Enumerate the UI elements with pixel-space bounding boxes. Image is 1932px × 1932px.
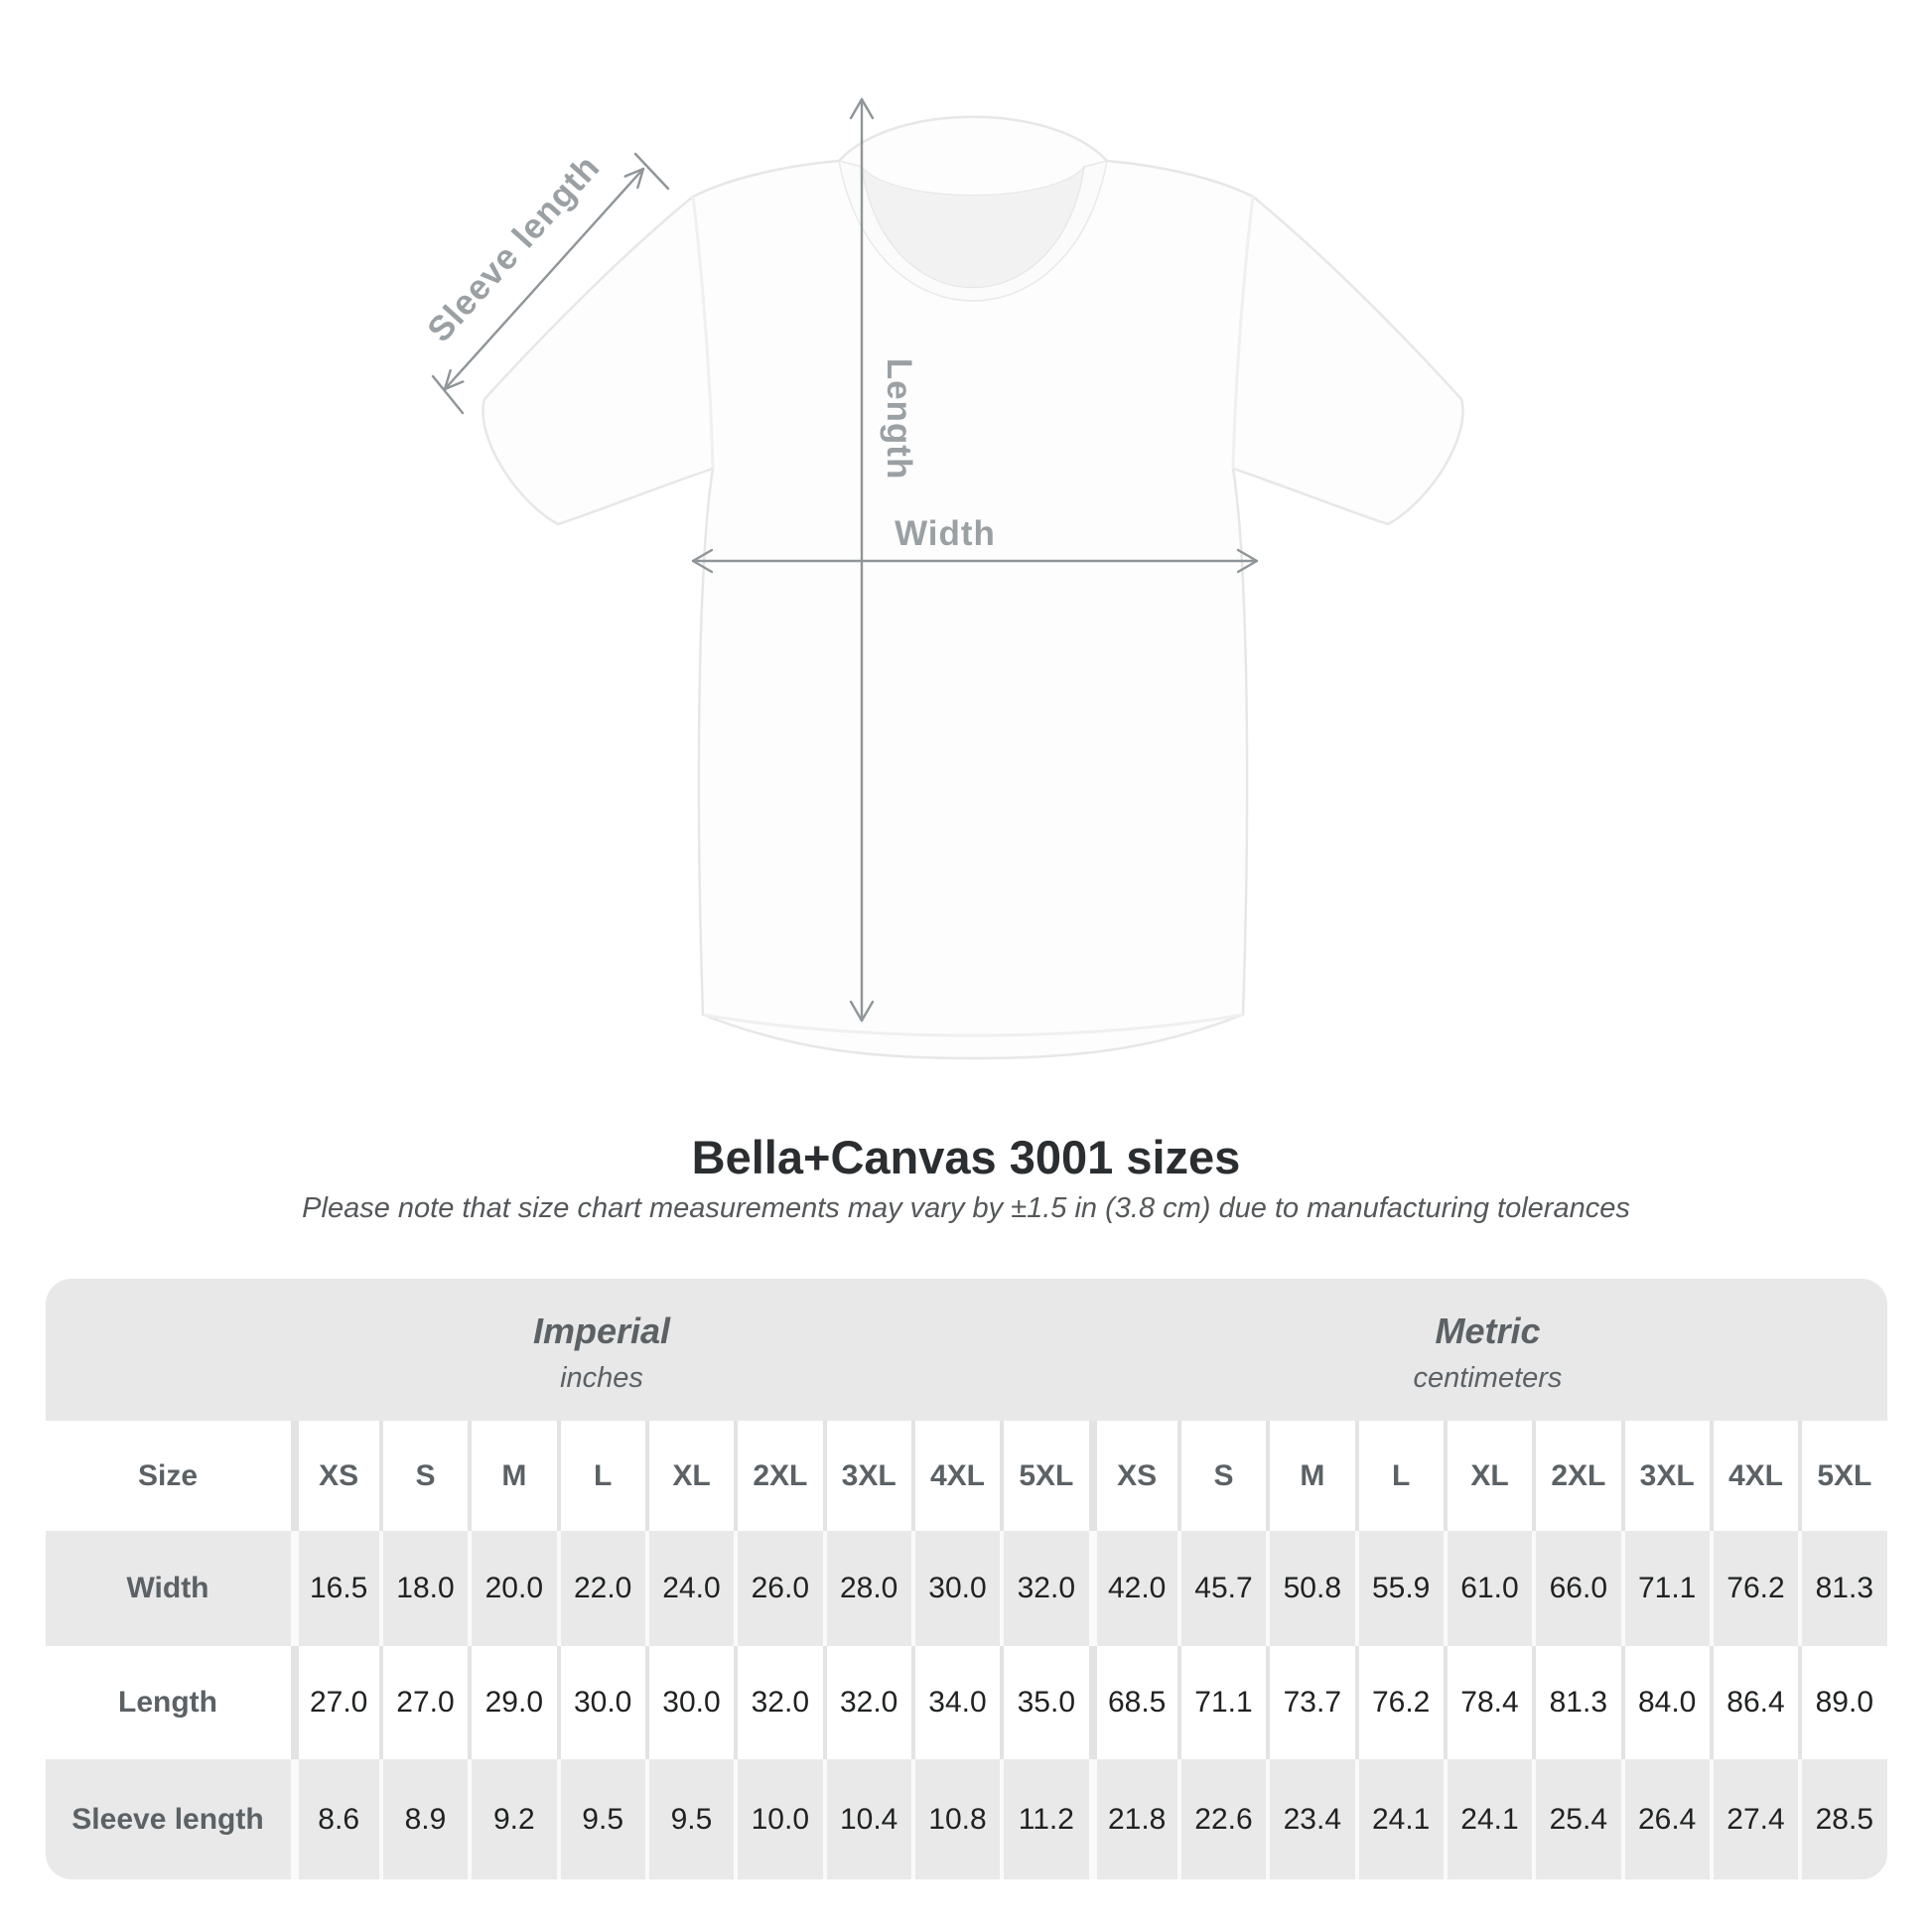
- table-cell: 29.0: [468, 1646, 556, 1759]
- table-cell: 27.0: [379, 1646, 468, 1759]
- table-cell: 42.0: [1089, 1531, 1177, 1646]
- table-cell: 30.0: [911, 1531, 1000, 1646]
- table-cell: 26.0: [734, 1531, 822, 1646]
- size-col-header: S: [1177, 1421, 1266, 1531]
- table-cell: 32.0: [734, 1646, 822, 1759]
- tshirt-illustration: [483, 117, 1463, 1058]
- table-cell: 26.4: [1621, 1759, 1710, 1879]
- table-cell: 9.5: [645, 1759, 734, 1879]
- size-col-header: XS: [291, 1421, 379, 1531]
- table-cell: 8.9: [379, 1759, 468, 1879]
- size-col-header: L: [557, 1421, 645, 1531]
- table-cell: 73.7: [1266, 1646, 1354, 1759]
- size-col-header: XL: [1444, 1421, 1532, 1531]
- table-cell: 11.2: [1000, 1759, 1088, 1879]
- table-cell: 24.0: [645, 1531, 734, 1646]
- row-label: Sleeve length: [46, 1759, 291, 1879]
- section-label: Metric: [1435, 1311, 1541, 1351]
- size-col-header: 4XL: [911, 1421, 1000, 1531]
- size-col-header: L: [1355, 1421, 1444, 1531]
- table-cell: 78.4: [1444, 1646, 1532, 1759]
- table-cell: 35.0: [1000, 1646, 1088, 1759]
- table-cell: 10.0: [734, 1759, 822, 1879]
- table-cell: 30.0: [645, 1646, 734, 1759]
- size-col-header: M: [1266, 1421, 1354, 1531]
- table-cell: 8.6: [291, 1759, 379, 1879]
- size-col-header: S: [379, 1421, 468, 1531]
- size-col-header: XL: [645, 1421, 734, 1531]
- size-col-header: 2XL: [734, 1421, 822, 1531]
- section-units: centimeters: [1413, 1362, 1563, 1394]
- table-cell: 10.8: [911, 1759, 1000, 1879]
- size-col-header: XS: [1089, 1421, 1177, 1531]
- width-label: Width: [895, 514, 996, 553]
- table-cell: 23.4: [1266, 1759, 1354, 1879]
- table-cell: 18.0: [379, 1531, 468, 1646]
- table-cell: 76.2: [1710, 1531, 1798, 1646]
- table-cell: 32.0: [823, 1646, 911, 1759]
- table-cell: 50.8: [1266, 1531, 1354, 1646]
- size-corner-header: Size: [46, 1421, 291, 1531]
- size-col-header: M: [468, 1421, 556, 1531]
- table-cell: 20.0: [468, 1531, 556, 1646]
- size-col-header: 2XL: [1532, 1421, 1620, 1531]
- page-title: Bella+Canvas 3001 sizes: [691, 1131, 1241, 1183]
- table-cell: 21.8: [1089, 1759, 1177, 1879]
- table-cell: 22.0: [557, 1531, 645, 1646]
- sleeve-length-label: Sleeve length: [420, 147, 608, 350]
- row-label: Width: [46, 1531, 291, 1646]
- section-label: Imperial: [532, 1311, 671, 1351]
- size-col-header: 4XL: [1710, 1421, 1798, 1531]
- table-cell: 9.5: [557, 1759, 645, 1879]
- table-cell: 71.1: [1177, 1646, 1266, 1759]
- table-cell: 81.3: [1798, 1531, 1886, 1646]
- table-cell: 45.7: [1177, 1531, 1266, 1646]
- table-cell: 71.1: [1621, 1531, 1710, 1646]
- table-cell: 68.5: [1089, 1646, 1177, 1759]
- table-cell: 55.9: [1355, 1531, 1444, 1646]
- row-label: Length: [46, 1646, 291, 1759]
- size-col-header: 5XL: [1798, 1421, 1886, 1531]
- table-cell: 16.5: [291, 1531, 379, 1646]
- table-cell: 76.2: [1355, 1646, 1444, 1759]
- table-cell: 34.0: [911, 1646, 1000, 1759]
- section-header-imperial: [46, 1279, 1089, 1421]
- table-cell: 89.0: [1798, 1646, 1886, 1759]
- size-table: [46, 1279, 1887, 1879]
- size-col-header: 5XL: [1000, 1421, 1088, 1531]
- table-cell: 61.0: [1444, 1531, 1532, 1646]
- table-cell: 30.0: [557, 1646, 645, 1759]
- table-cell: 10.4: [823, 1759, 911, 1879]
- section-header-metric: [1089, 1279, 1887, 1421]
- section-units: inches: [560, 1362, 643, 1394]
- table-cell: 86.4: [1710, 1646, 1798, 1759]
- table-cell: 27.0: [291, 1646, 379, 1759]
- table-cell: 22.6: [1177, 1759, 1266, 1879]
- table-cell: 32.0: [1000, 1531, 1088, 1646]
- size-col-header: 3XL: [1621, 1421, 1710, 1531]
- table-cell: 81.3: [1532, 1646, 1620, 1759]
- table-cell: 24.1: [1355, 1759, 1444, 1879]
- length-label: Length: [880, 357, 918, 481]
- table-cell: 27.4: [1710, 1759, 1798, 1879]
- table-cell: 9.2: [468, 1759, 556, 1879]
- table-cell: 66.0: [1532, 1531, 1620, 1646]
- table-cell: 28.0: [823, 1531, 911, 1646]
- table-cell: 25.4: [1532, 1759, 1620, 1879]
- table-cell: 84.0: [1621, 1646, 1710, 1759]
- table-cell: 24.1: [1444, 1759, 1532, 1879]
- table-cell: 28.5: [1798, 1759, 1886, 1879]
- size-col-header: 3XL: [823, 1421, 911, 1531]
- page-subtitle: Please note that size chart measurements may vary by ±1.5 in (3.8 cm) due to manufacturing tolerances: [302, 1192, 1630, 1224]
